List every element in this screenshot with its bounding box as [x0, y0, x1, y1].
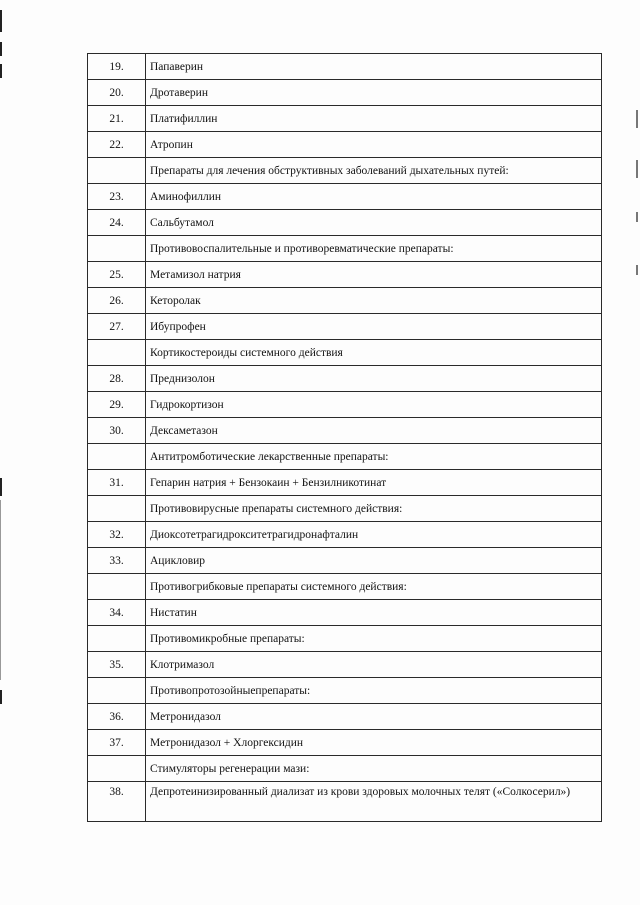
table-row: [88, 366, 602, 392]
drug-name: Сальбутамол: [146, 210, 602, 236]
row-number: 34.: [88, 600, 146, 626]
table-row: [88, 730, 602, 756]
row-number: 32.: [88, 522, 146, 548]
scan-artifact-top-left: [0, 10, 2, 32]
scan-artifact-right-4: [636, 265, 638, 275]
row-number: [88, 626, 146, 652]
drug-name: Нистатин: [146, 600, 602, 626]
row-number: 23.: [88, 184, 146, 210]
table-row: [88, 106, 602, 132]
category-heading: Антитромботические лекарственные препараты:: [146, 444, 602, 470]
row-number: 31.: [88, 470, 146, 496]
category-row: [88, 496, 602, 522]
drug-name: Платифиллин: [146, 106, 602, 132]
row-number: [88, 340, 146, 366]
category-row: [88, 236, 602, 262]
row-number: [88, 236, 146, 262]
category-heading: Противогрибковые препараты системного действия:: [146, 574, 602, 600]
table-row: [88, 314, 602, 340]
row-number: 20.: [88, 80, 146, 106]
row-number: 25.: [88, 262, 146, 288]
drug-name: Гепарин натрия + Бензокаин + Бензилникотинат: [146, 470, 602, 496]
category-heading: Противопротозойныепрепараты:: [146, 678, 602, 704]
drug-name: Метронидазол + Хлоргексидин: [146, 730, 602, 756]
drug-name: Депротеинизированный диализат из крови здоровых молочных телят («Солкосерил»): [146, 782, 602, 822]
category-row: [88, 626, 602, 652]
category-heading: Противомикробные препараты:: [146, 626, 602, 652]
scan-artifact-top-left-2: [0, 42, 2, 56]
drug-name: Дексаметазон: [146, 418, 602, 444]
row-number: 28.: [88, 366, 146, 392]
scan-artifact-left-lower: [0, 500, 1, 680]
table-row: [88, 392, 602, 418]
drug-name: Ибупрофен: [146, 314, 602, 340]
category-row: [88, 756, 602, 782]
row-number: 36.: [88, 704, 146, 730]
drug-name: Атропин: [146, 132, 602, 158]
table-row: [88, 548, 602, 574]
scan-artifact-right-3: [636, 212, 638, 222]
table-row: [88, 652, 602, 678]
scan-artifact-left-bottom: [0, 690, 2, 704]
row-number: 24.: [88, 210, 146, 236]
drug-name: Кеторолак: [146, 288, 602, 314]
row-number: 19.: [88, 54, 146, 80]
category-row: [88, 574, 602, 600]
drug-name: Метронидазол: [146, 704, 602, 730]
category-heading: Противовирусные препараты системного действия:: [146, 496, 602, 522]
medication-table: [87, 53, 602, 822]
table-row: [88, 54, 602, 80]
drug-name: Клотримазол: [146, 652, 602, 678]
category-heading: Стимуляторы регенерации мази:: [146, 756, 602, 782]
row-number: 29.: [88, 392, 146, 418]
table-row: [88, 522, 602, 548]
row-number: 38.: [88, 782, 146, 822]
row-number: 21.: [88, 106, 146, 132]
scan-artifact-right-2: [636, 160, 638, 178]
category-heading: Препараты для лечения обструктивных заболеваний дыхательных путей:: [146, 158, 602, 184]
row-number: 26.: [88, 288, 146, 314]
category-row: [88, 678, 602, 704]
drug-name: Преднизолон: [146, 366, 602, 392]
table-row: [88, 704, 602, 730]
row-number: [88, 444, 146, 470]
table-row: [88, 210, 602, 236]
drug-name: Гидрокортизон: [146, 392, 602, 418]
scan-artifact-right-1: [636, 110, 638, 128]
row-number: 35.: [88, 652, 146, 678]
row-number: [88, 496, 146, 522]
category-heading: Противовоспалительные и противоревматические препараты:: [146, 236, 602, 262]
table-row: [88, 782, 602, 822]
drug-name: Ацикловир: [146, 548, 602, 574]
table-row: [88, 288, 602, 314]
row-number: 33.: [88, 548, 146, 574]
row-number: 30.: [88, 418, 146, 444]
drug-name: Аминофиллин: [146, 184, 602, 210]
scan-artifact-left-mid: [0, 478, 2, 496]
scan-artifact-top-left-3: [0, 64, 2, 78]
row-number: [88, 756, 146, 782]
table-row: [88, 80, 602, 106]
row-number: 37.: [88, 730, 146, 756]
drug-name: Метамизол натрия: [146, 262, 602, 288]
row-number: 22.: [88, 132, 146, 158]
drug-name: Диоксотетрагидрокситетрагидронафталин: [146, 522, 602, 548]
row-number: [88, 574, 146, 600]
drug-name: Папаверин: [146, 54, 602, 80]
table-row: [88, 132, 602, 158]
table-row: [88, 470, 602, 496]
category-row: [88, 158, 602, 184]
table-row: [88, 600, 602, 626]
drug-name: Дротаверин: [146, 80, 602, 106]
row-number: [88, 158, 146, 184]
row-number: 27.: [88, 314, 146, 340]
category-heading: Кортикостероиды системного действия: [146, 340, 602, 366]
table-row: [88, 184, 602, 210]
table-row: [88, 418, 602, 444]
table-row: [88, 262, 602, 288]
row-number: [88, 678, 146, 704]
category-row: [88, 444, 602, 470]
category-row: [88, 340, 602, 366]
